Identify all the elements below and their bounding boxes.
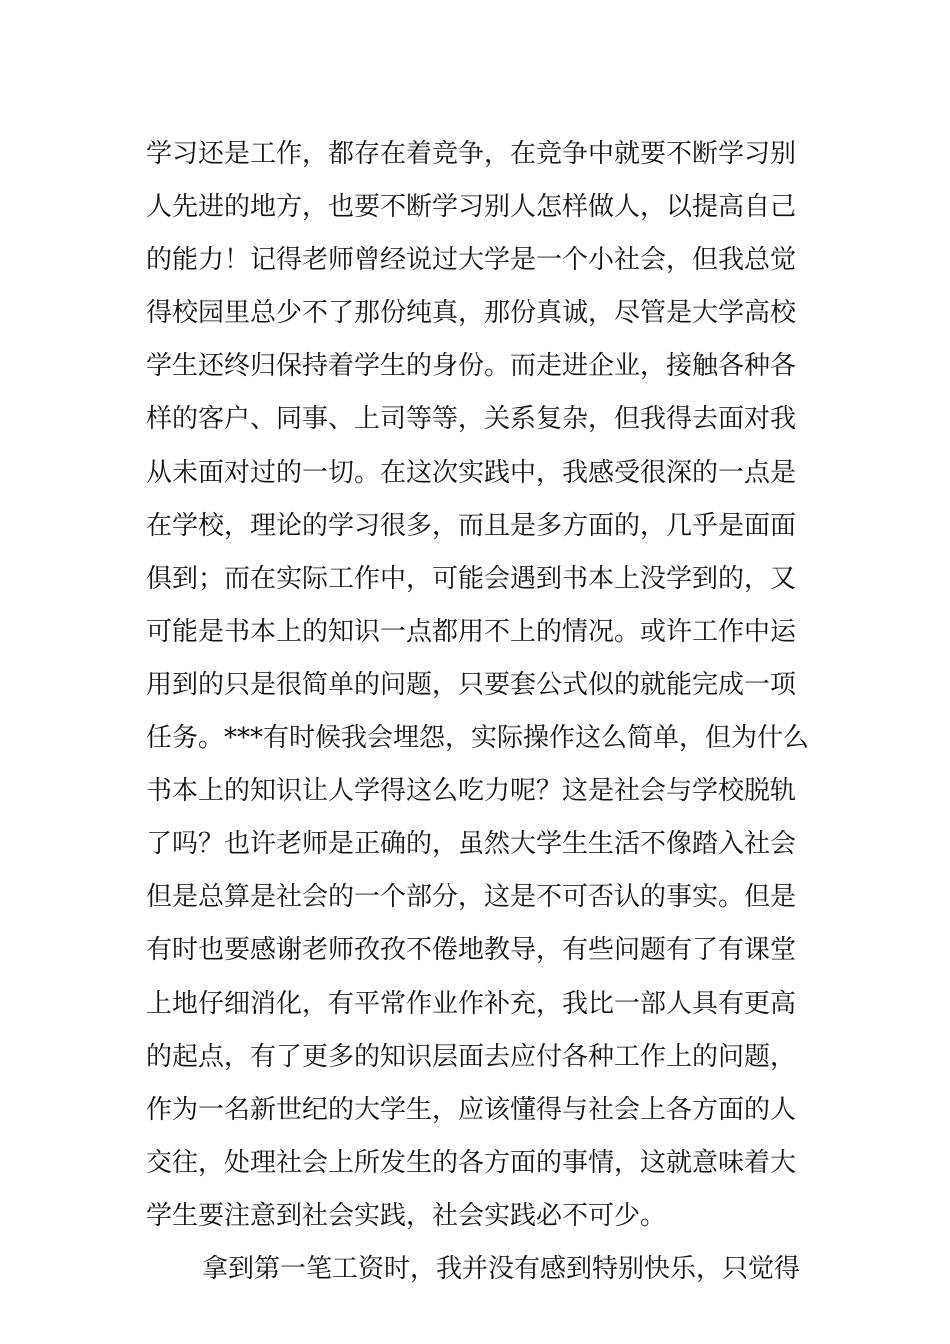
- text-line: 作为一名新世纪的大学生，应该懂得与社会上各方面的人: [146, 1094, 797, 1125]
- text-line: 学生要注意到社会实践，社会实践必不可少。: [146, 1200, 667, 1231]
- paragraph-start-line: 拿到第一笔工资时，我并没有感到特别快乐，只觉得: [202, 1253, 801, 1284]
- text-line: 用到的只是很简单的问题，只要套公式似的就能完成一项: [146, 669, 797, 700]
- text-line: 样的客户、同事、上司等等，关系复杂，但我得去面对我: [146, 404, 797, 435]
- text-line: 得校园里总少不了那份纯真，那份真诚，尽管是大学高校: [146, 298, 797, 329]
- text-line: 有时也要感谢老师孜孜不倦地教导，有些问题有了有课堂: [146, 935, 797, 966]
- text-line: 学习还是工作，都存在着竞争，在竞争中就要不断学习别: [146, 139, 797, 169]
- text-line: 书本上的知识让人学得这么吃力呢？这是社会与学校脱轨: [146, 776, 797, 807]
- text-line: 俱到；而在实际工作中，可能会遇到书本上没学到的，又: [146, 563, 797, 594]
- text-line: 学生还终归保持着学生的身份。而走进企业，接触各种各: [146, 351, 797, 382]
- text-line: 任务。***有时候我会埋怨，实际操作这么简单，但为什么: [146, 723, 810, 754]
- text-line: 交往，处理社会上所发生的各方面的事情，这就意味着大: [146, 1147, 797, 1178]
- text-line: 上地仔细消化，有平常作业作补充，我比一部人具有更高: [146, 988, 797, 1019]
- text-line: 从未面对过的一切。在这次实践中，我感受很深的一点是: [146, 457, 797, 488]
- text-line: 在学校，理论的学习很多，而且是多方面的，几乎是面面: [146, 510, 797, 541]
- text-line: 可能是书本上的知识一点都用不上的情况。或许工作中运: [146, 616, 797, 647]
- text-line: 人先进的地方，也要不断学习别人怎样做人，以提高自己: [146, 192, 797, 223]
- text-line: 了吗？也许老师是正确的，虽然大学生生活不像踏入社会: [146, 829, 797, 860]
- body-text: [146, 128, 810, 1296]
- text-line: 的起点，有了更多的知识层面去应付各种工作上的问题，: [146, 1041, 797, 1072]
- text-line: 的能力！记得老师曾经说过大学是一个小社会，但我总觉: [146, 245, 797, 276]
- text-line: 但是总算是社会的一个部分，这是不可否认的事实。但是: [146, 882, 797, 913]
